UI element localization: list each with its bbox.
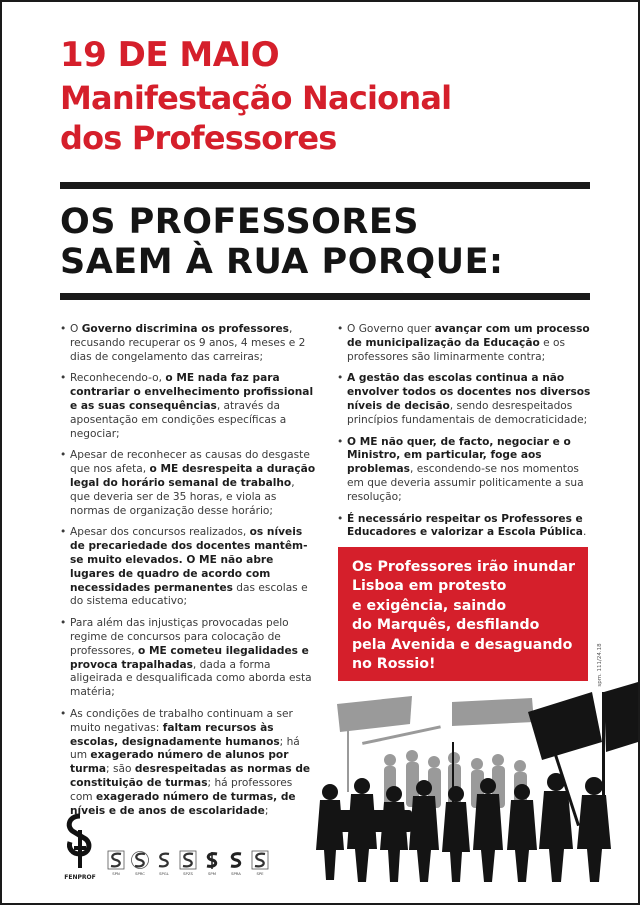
bullet-marker: •: [337, 435, 344, 448]
reason-text: , através da aposentação em condições específicas a negociar;: [70, 399, 287, 440]
union-seal-icon: [251, 850, 269, 870]
callout-line: pela Avenida e desaguando: [352, 636, 573, 653]
callout-line: do Marquês, desfilando: [352, 617, 540, 634]
reason-text: Reconhecendo-o,: [70, 372, 166, 385]
bullet-marker: •: [60, 617, 67, 630]
reason-item: [337, 323, 595, 364]
reason-item: [60, 526, 316, 609]
bullet-marker: •: [337, 512, 344, 525]
union-logo-spzs: SPZS: [178, 850, 198, 876]
union-logo-spn: SPN: [106, 850, 126, 876]
reason-text: Para além das injustiças provocadas pelo regime de concursos para colocação de professores,: [70, 617, 289, 657]
reason-item: [60, 617, 316, 700]
bullet-marker: •: [337, 323, 344, 335]
top-divider: [60, 182, 590, 189]
reason-emphasis: É necessário respeitar os Professores e Educadores e valorizar a Escola Pública: [347, 512, 583, 539]
reason-text: O Governo quer: [347, 323, 435, 335]
union-logos: [60, 812, 290, 882]
reason-emphasis: A gestão das escolas continua a não envolver todos os docentes nos diversos níveis de decisão: [347, 372, 591, 412]
reason-item: [60, 372, 316, 441]
union-logo-spra: SPRA: [226, 850, 246, 876]
bullet-marker: •: [60, 323, 67, 335]
union-seal-icon: [107, 850, 125, 870]
reason-text: e os professores são liminarmente contra;: [347, 336, 566, 363]
reason-emphasis: o ME nada faz para contrariar o envelhecimento profissional e as suas consequências: [70, 372, 314, 412]
protest-route-callout: [338, 547, 588, 681]
fenprof-label: FENPROF: [64, 874, 96, 881]
reason-text: ; são: [106, 763, 135, 776]
reason-item: [337, 513, 595, 541]
protest-crowd-illustration: [302, 682, 638, 882]
reason-emphasis: avançar com um processo de municipalização da Educação: [347, 323, 590, 349]
union-logo-spgl: SPGL: [154, 850, 174, 876]
reason-emphasis: desrespeitadas as normas de constituição de turmas: [70, 763, 311, 789]
reason-emphasis: O ME não quer, de facto, negociar e o Ministro, em particular, foge aos problemas: [347, 435, 571, 476]
bullet-marker: •: [60, 372, 67, 385]
reasons-right-column: [337, 323, 595, 548]
reason-text: ; há professores com: [70, 776, 293, 803]
reason-text: , dada a forma aligeirada e desqualificada como aborda esta matéria;: [70, 658, 312, 699]
callout-line: e exigência, saindo: [352, 597, 507, 614]
callout-line: no Rossio!: [352, 656, 436, 673]
union-seal-icon: [203, 850, 221, 870]
reason-item: [337, 372, 595, 427]
union-logo-sprc: SPRC: [130, 850, 150, 876]
reason-text: , escondendo-se nos momentos em que deveria assumir politicamente a sua resolução;: [347, 463, 584, 503]
reason-text: , recusando recuperar os 9 anos, 4 meses e 2 dias de congelamento das carreiras;: [70, 323, 306, 363]
callout-line: Os Professores irão inundar: [352, 559, 576, 575]
union-logo-spe: SPE: [250, 850, 270, 876]
reason-emphasis: exagerado número de turmas, de níveis e de anos de escolaridade: [70, 790, 296, 817]
reason-text: ;: [264, 804, 269, 817]
reason-emphasis: faltam recursos às escolas, designadamente humanos: [70, 721, 280, 748]
reason-text: , sendo desrespeitados princípios fundamentais de democraticidade;: [347, 399, 588, 426]
reason-text: , que deveria ser de 35 horas, e viola as normas de organização desse horário;: [70, 476, 295, 517]
fenprof-logo-icon: [60, 812, 100, 872]
event-title-line1: Manifestação Nacional: [60, 79, 452, 117]
event-date: 19 DE MAIO: [60, 35, 280, 75]
bullet-marker: •: [60, 707, 67, 720]
callout-line: Lisboa em protesto: [352, 578, 507, 595]
reason-text: As condições de trabalho continuam a ser muito negativas:: [70, 707, 293, 734]
reason-emphasis: o ME desrespeita a duração legal do horário semanal de trabalho: [70, 463, 316, 489]
reason-emphasis: o ME cometeu ilegalidades e provoca trapalhadas: [70, 644, 309, 671]
reason-emphasis: exagerado número de alunos por turma: [70, 749, 289, 776]
reason-text: Apesar dos concursos realizados,: [70, 526, 250, 539]
event-title-line2: dos Professores: [60, 119, 337, 157]
reason-text: O: [70, 323, 82, 335]
headline-line1: OS PROFESSORES: [60, 202, 419, 242]
headline-line2: SAEM À RUA PORQUE:: [60, 242, 504, 282]
bullet-marker: •: [60, 449, 67, 462]
reason-item: [60, 708, 316, 818]
reason-text: Apesar de reconhecer as causas do desgaste que nos afeta,: [70, 449, 310, 476]
union-seal-icon: [131, 850, 149, 870]
bullet-marker: •: [60, 526, 67, 539]
union-logo-spm: SPM: [202, 850, 222, 876]
bullet-marker: •: [337, 372, 344, 385]
reason-item: [60, 323, 316, 364]
reason-emphasis: Governo discrimina os professores: [81, 323, 289, 335]
reason-emphasis: os níveis de precariedade dos docentes mantêm-se muito elevados. O ME não abre lugares de quadro de acordo com necessidades permanentes: [70, 526, 308, 594]
reasons-left-column: [60, 323, 316, 826]
reason-text: das escolas e do sistema educativo;: [70, 581, 308, 608]
reason-item: [337, 436, 595, 505]
reason-text: .: [582, 526, 587, 539]
bottom-divider: [60, 293, 590, 300]
print-code-text: spm. 111/24.18: [597, 643, 603, 687]
union-seal-icon: [155, 850, 173, 870]
union-seal-icon: [227, 850, 245, 870]
reason-item: [60, 449, 316, 518]
union-seal-icon: [179, 850, 197, 870]
reason-text: ; há um: [70, 735, 300, 762]
